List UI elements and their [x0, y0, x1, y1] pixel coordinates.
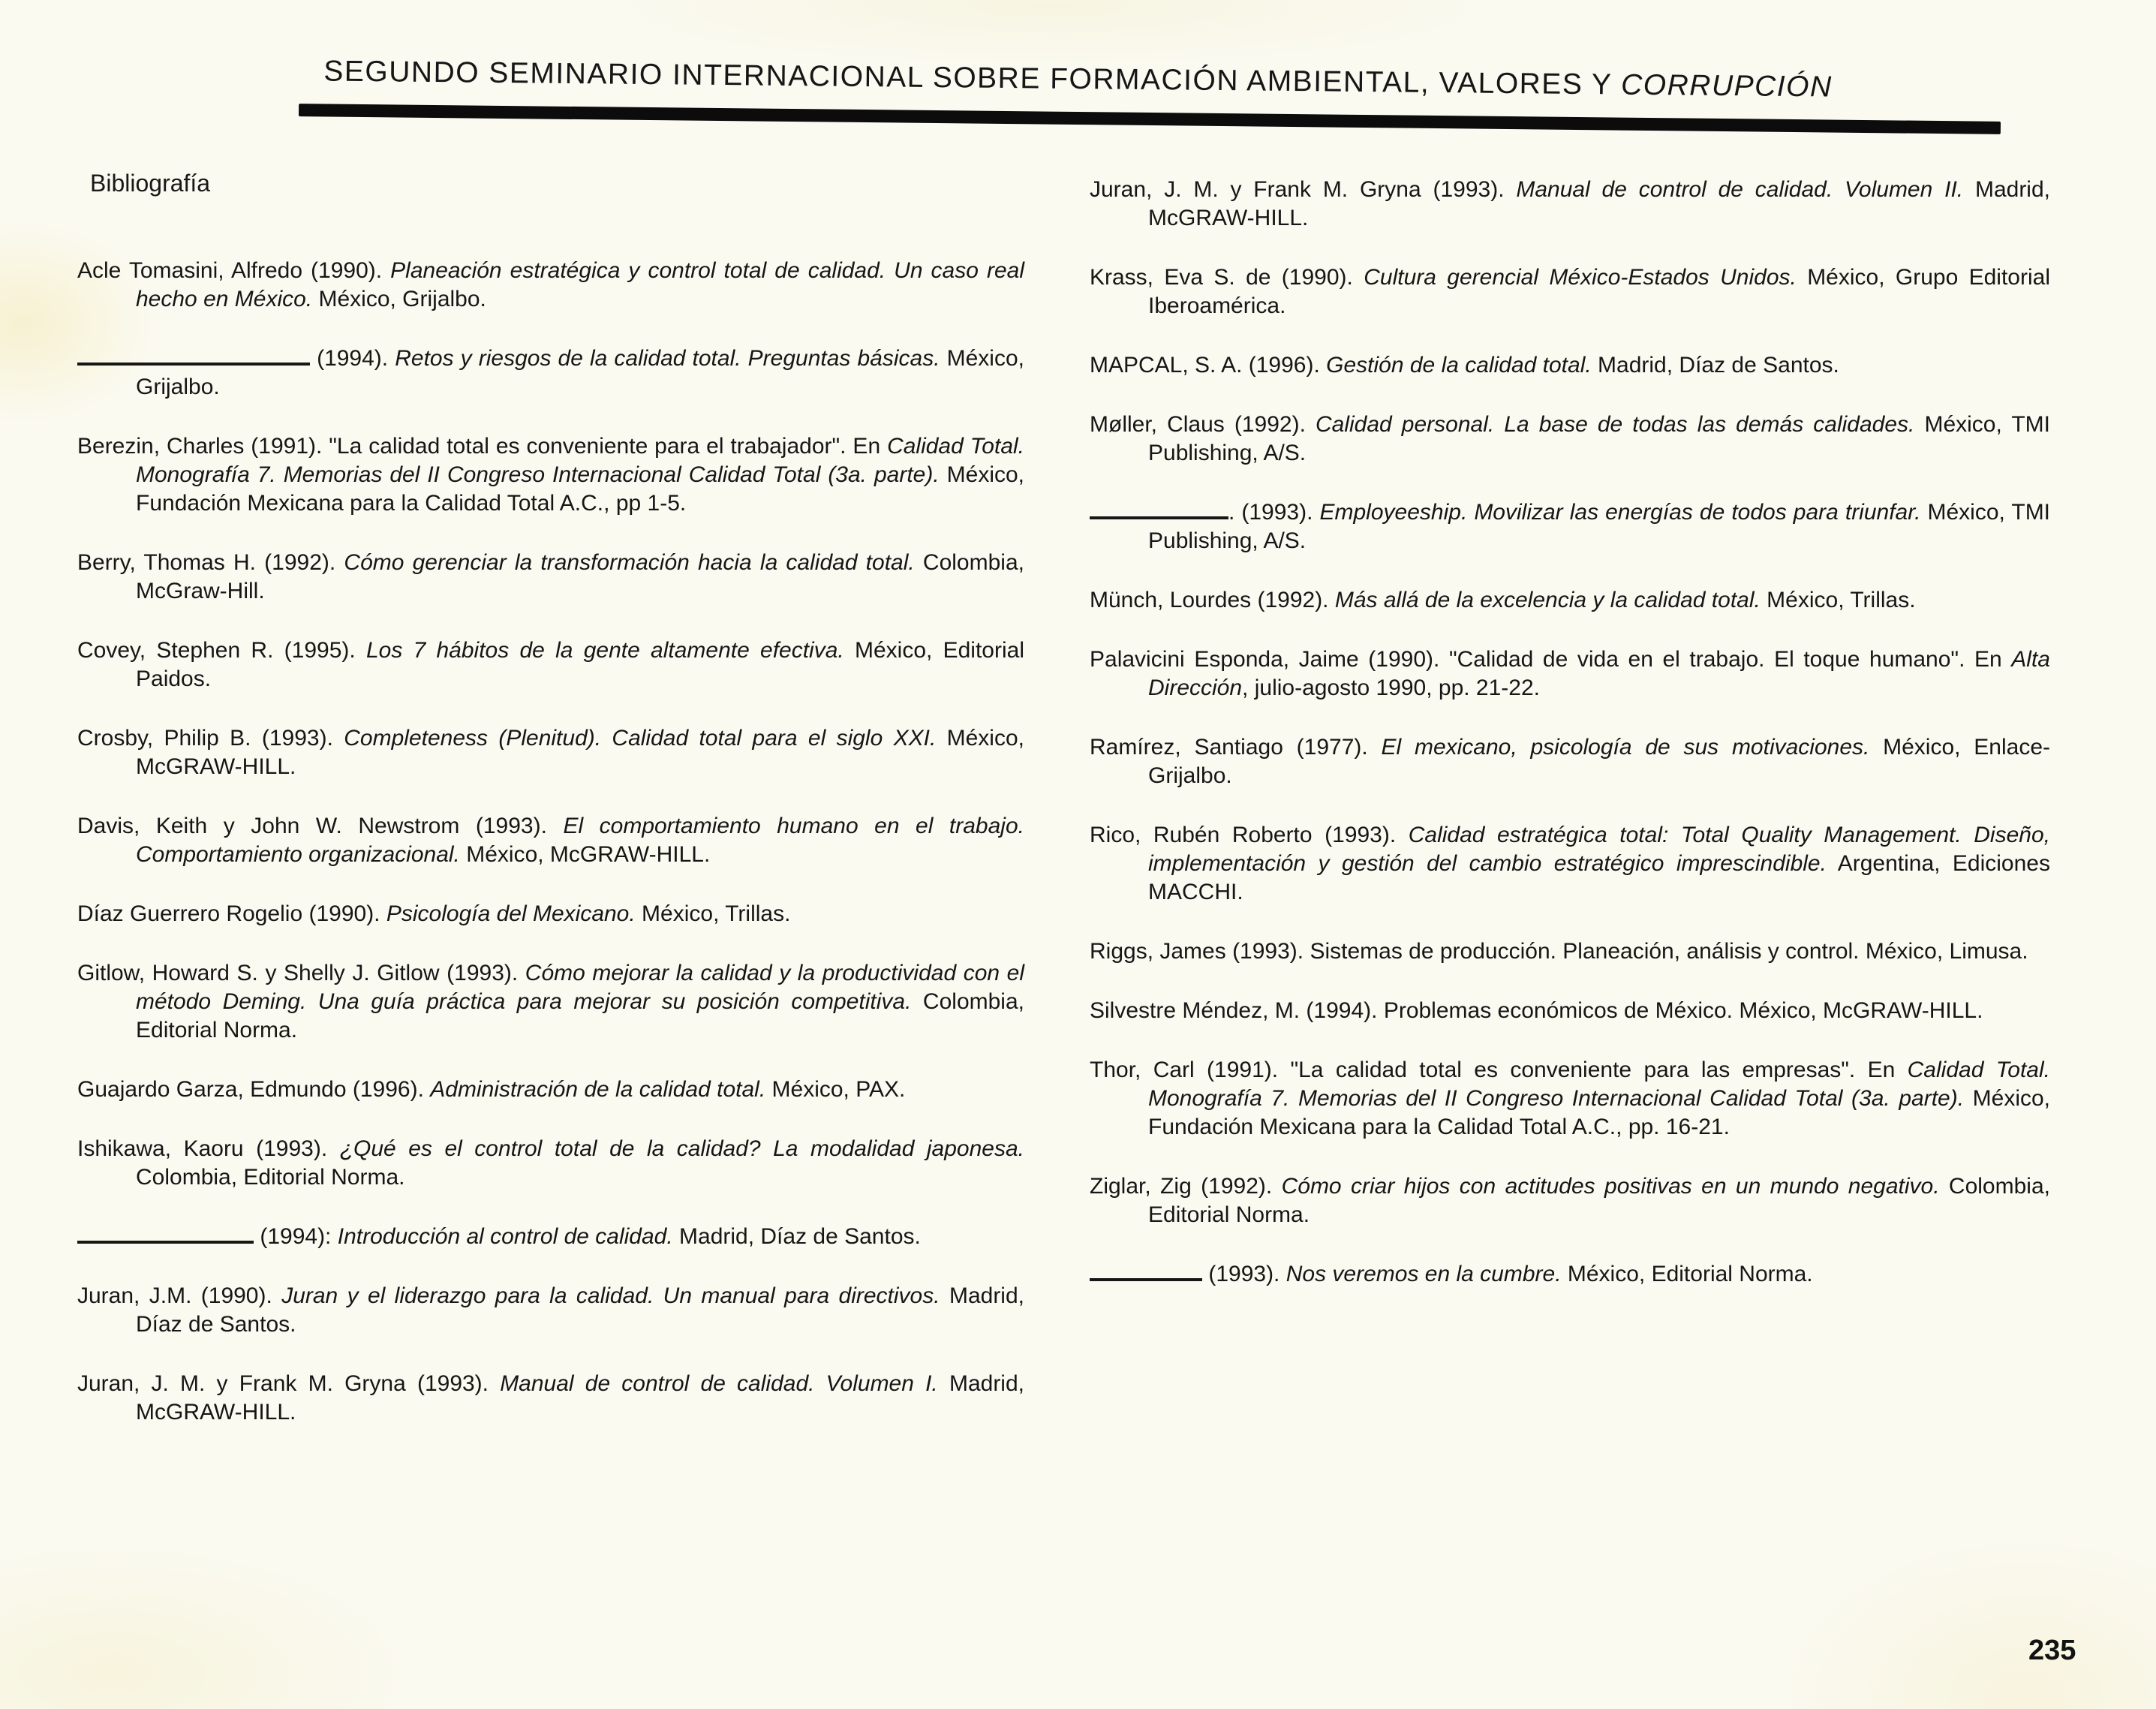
- author-repeat-rule: [1090, 516, 1228, 519]
- bib-entry: [77, 1135, 1024, 1192]
- entry-text: Münch, Lourdes (1992).: [1090, 588, 1335, 612]
- entry-text: México, Grupo Editorial Iberoamérica.: [1148, 265, 2051, 318]
- entry-text: Rico, Rubén Roberto (1993).: [1090, 823, 1409, 847]
- entry-text: El mexicano, psicología de sus motivaciones.: [1381, 735, 1870, 760]
- bib-entry: [77, 636, 1024, 694]
- bib-entry: [1090, 1260, 2050, 1289]
- bib-entry: [1090, 937, 2050, 966]
- entry-text: México, TMI Publishing, A/S.: [1148, 412, 2051, 465]
- entry-text: Juran y el liderazgo para la calidad. Un manual para directivos.: [281, 1283, 940, 1308]
- entry-text: México, Grijalbo.: [312, 287, 486, 311]
- entry-text: Palavicini Esponda, Jaime (1990). "Calidad de vida en el trabajo. El toque humano". En: [1090, 647, 2012, 672]
- entry-text: México, Trillas.: [1760, 588, 1916, 612]
- bib-entry: [1090, 498, 2050, 555]
- author-repeat-rule: [77, 363, 310, 366]
- bib-entry: [77, 724, 1024, 781]
- bib-entry: [1090, 586, 2050, 615]
- bib-entry: [77, 345, 1024, 402]
- entry-text: Calidad personal. La base de todas las demás calidades.: [1315, 412, 1915, 437]
- entry-text: Colombia, Editorial Norma.: [136, 1165, 405, 1190]
- entry-text: Cómo criar hijos con actitudes positivas en un mundo negativo.: [1281, 1174, 1940, 1199]
- entry-text: (1993).: [1202, 1262, 1286, 1286]
- entry-text: MAPCAL, S. A. (1996).: [1090, 353, 1327, 378]
- bib-entry: [77, 900, 1024, 928]
- bib-entry: [77, 549, 1024, 606]
- entry-text: Cultura gerencial México-Estados Unidos.: [1364, 265, 1797, 290]
- entry-text: Madrid, Díaz de Santos.: [136, 1283, 1024, 1337]
- bib-entry: [1090, 1056, 2050, 1142]
- entry-text: Covey, Stephen R. (1995).: [77, 638, 366, 663]
- bib-entry: [1090, 733, 2050, 790]
- entry-text: Berezin, Charles (1991). "La calidad total es conveniente para el trabajador". En: [77, 434, 888, 459]
- bibliography-heading: Bibliografía: [90, 170, 211, 197]
- entry-text: Nos veremos en la cumbre.: [1285, 1262, 1562, 1286]
- page-header-title: [0, 52, 2156, 107]
- entry-text: Gitlow, Howard S. y Shelly J. Gitlow (1993).: [77, 961, 525, 985]
- bib-entry: [77, 959, 1024, 1045]
- bib-entry: [1090, 1172, 2050, 1229]
- entry-text: Calidad Total. Monografía 7. Memorias del II Congreso Internacional Calidad Total (3a. parte).: [1148, 1058, 2050, 1111]
- header-rule: [299, 104, 2001, 134]
- entry-text: Colombia, McGraw-Hill.: [136, 550, 1024, 603]
- entry-text: Introducción al control de calidad.: [337, 1224, 673, 1249]
- entry-text: , julio-agosto 1990, pp. 21-22.: [1242, 675, 1540, 700]
- entry-text: Acle Tomasini, Alfredo (1990).: [77, 258, 391, 283]
- entry-text: Cómo gerenciar la transformación hacia la calidad total.: [344, 550, 915, 575]
- bib-entry: [1090, 821, 2050, 907]
- entry-text: México, PAX.: [765, 1077, 906, 1102]
- entry-text: Davis, Keith y John W. Newstrom (1993).: [77, 814, 564, 838]
- bib-entry: [77, 1282, 1024, 1339]
- entry-text: Manual de control de calidad. Volumen I.: [500, 1371, 938, 1396]
- entry-text: Argentina, Ediciones MACCHI.: [1148, 851, 2050, 904]
- entry-text: Alta Dirección: [1148, 647, 2050, 700]
- author-repeat-rule: [77, 1241, 254, 1244]
- entry-text: México, Editorial Norma.: [1561, 1262, 1813, 1286]
- entry-text: Colombia, Editorial Norma.: [136, 989, 1024, 1043]
- entry-text: México, Enlace-Grijalbo.: [1148, 735, 2050, 788]
- entry-text: Juran, J. M. y Frank M. Gryna (1993).: [77, 1371, 501, 1396]
- entry-text: México, Fundación Mexicana para la Calidad Total A.C., pp. 16-21.: [1148, 1086, 2050, 1139]
- bib-entry: [1090, 351, 2050, 380]
- left-column: [77, 257, 1024, 1458]
- entry-text: México, Grijalbo.: [136, 346, 1024, 399]
- entry-text: Guajardo Garza, Edmundo (1996).: [77, 1077, 431, 1102]
- entry-text: . (1993).: [1228, 500, 1320, 525]
- entry-text: Madrid, McGRAW-HILL.: [136, 1371, 1024, 1425]
- bib-entry: [77, 1076, 1024, 1104]
- entry-text: Ramírez, Santiago (1977).: [1090, 735, 1382, 760]
- bib-entry: [77, 1370, 1024, 1427]
- entry-text: México, Editorial Paidos.: [136, 638, 1024, 691]
- bib-entry: [77, 432, 1024, 518]
- entry-text: Juran, J.M. (1990).: [77, 1283, 282, 1308]
- entry-text: Riggs, James (1993). Sistemas de producción. Planeación, análisis y control. México, Limusa.: [1090, 939, 2028, 964]
- entry-text: Manual de control de calidad. Volumen II.: [1516, 177, 1964, 202]
- page-number: 235: [2028, 1635, 2076, 1666]
- entry-text: Retos y riesgos de la calidad total. Preguntas básicas.: [395, 346, 940, 371]
- entry-text: Thor, Carl (1991). "La calidad total es conveniente para las empresas". En: [1090, 1058, 1908, 1082]
- bib-entry: [1090, 997, 2050, 1025]
- entry-text: Møller, Claus (1992).: [1090, 412, 1316, 437]
- entry-text: Díaz Guerrero Rogelio (1990).: [77, 901, 386, 926]
- entry-text: El comportamiento humano en el trabajo. Comportamiento organizacional.: [136, 814, 1024, 867]
- author-repeat-rule: [1090, 1278, 1202, 1281]
- bib-entry: [1090, 176, 2050, 233]
- entry-text: Madrid, McGRAW-HILL.: [1148, 177, 2050, 230]
- header-title-italic: CORRUPCIÓN: [1620, 68, 1833, 104]
- entry-text: Administración de la calidad total.: [430, 1077, 766, 1102]
- entry-text: (1994):: [254, 1224, 338, 1249]
- entry-text: México, McGRAW-HILL.: [459, 842, 711, 867]
- entry-text: Cómo mejorar la calidad y la productividad con el método Deming. Una guía práctica para mejorar su posición competitiva.: [136, 961, 1025, 1014]
- bib-entry: [1090, 263, 2050, 320]
- entry-text: Employeeship. Movilizar las energías de todos para triunfar.: [1319, 500, 1921, 525]
- entry-text: Madrid, Díaz de Santos.: [672, 1224, 921, 1249]
- entry-text: Ishikawa, Kaoru (1993).: [77, 1136, 340, 1161]
- header-title-regular: SEGUNDO SEMINARIO INTERNACIONAL SOBRE FORMACIÓN AMBIENTAL, VALORES Y: [323, 55, 1622, 101]
- entry-text: ¿Qué es el control total de la calidad? La modalidad japonesa.: [339, 1136, 1024, 1161]
- entry-text: Psicología del Mexicano.: [386, 901, 636, 926]
- entry-text: Gestión de la calidad total.: [1326, 353, 1592, 378]
- entry-text: (1994).: [310, 346, 395, 371]
- entry-text: Los 7 hábitos de la gente altamente efectiva.: [365, 638, 844, 663]
- entry-text: Crosby, Philip B. (1993).: [77, 726, 344, 751]
- entry-text: Calidad estratégica total: Total Quality Management. Diseño, implementación y gestión del cambio estratégico imprescindible.: [1148, 823, 2050, 876]
- entry-text: Juran, J. M. y Frank M. Gryna (1993).: [1090, 177, 1517, 202]
- entry-text: México, Trillas.: [635, 901, 791, 926]
- entry-text: Más allá de la excelencia y la calidad total.: [1334, 588, 1761, 612]
- right-column: [1090, 176, 2050, 1319]
- entry-text: Silvestre Méndez, M. (1994). Problemas económicos de México. México, McGRAW-HILL.: [1090, 998, 1983, 1023]
- entry-text: Planeación estratégica y control total de calidad. Un caso real hecho en México.: [136, 258, 1024, 311]
- bib-entry: [77, 1223, 1024, 1251]
- entry-text: México, Fundación Mexicana para la Calidad Total A.C., pp 1-5.: [136, 462, 1025, 516]
- bib-entry: [77, 812, 1024, 869]
- entry-text: Calidad Total. Monografía 7. Memorias del II Congreso Internacional Calidad Total (3a. parte).: [136, 434, 1024, 487]
- entry-text: Krass, Eva S. de (1990).: [1090, 265, 1364, 290]
- entry-text: Ziglar, Zig (1992).: [1090, 1174, 1282, 1199]
- entry-text: Completeness (Plenitud). Calidad total para el siglo XXI.: [344, 726, 937, 751]
- entry-text: Madrid, Díaz de Santos.: [1591, 353, 1839, 378]
- bib-entry: [77, 257, 1024, 314]
- entry-text: México, TMI Publishing, A/S.: [1148, 500, 2051, 553]
- entry-text: México, McGRAW-HILL.: [136, 726, 1024, 779]
- entry-text: Colombia, Editorial Norma.: [1148, 1174, 2050, 1227]
- entry-text: Berry, Thomas H. (1992).: [77, 550, 344, 575]
- bib-entry: [1090, 645, 2050, 703]
- bib-entry: [1090, 411, 2050, 468]
